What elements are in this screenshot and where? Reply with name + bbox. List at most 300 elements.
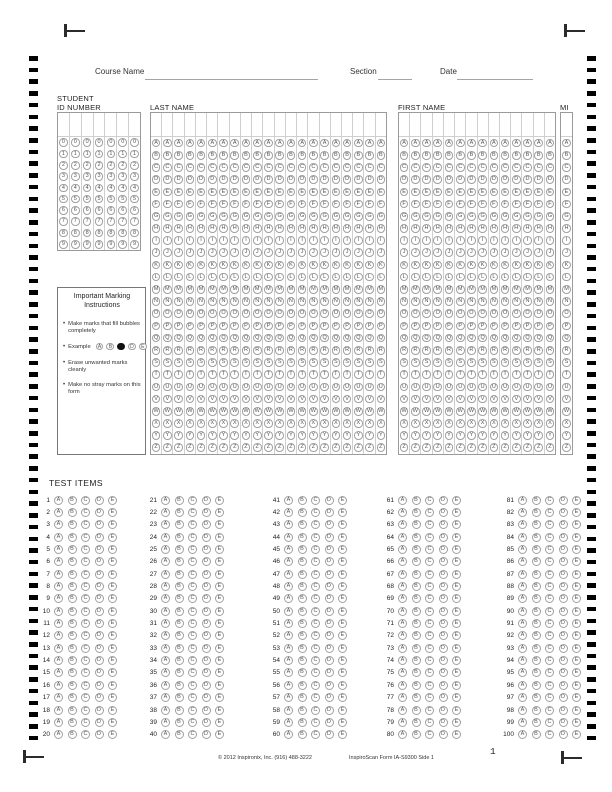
- bubble-q7-E[interactable]: E: [108, 570, 117, 579]
- last-name-bubble-col6-E[interactable]: E: [208, 188, 217, 197]
- last-name-bubble-col10-Z[interactable]: Z: [253, 443, 262, 452]
- last-name-bubble-col11-Z[interactable]: Z: [264, 443, 273, 452]
- last-name-bubble-col17-H[interactable]: H: [332, 224, 341, 233]
- bubble-q46-A[interactable]: A: [284, 557, 293, 566]
- last-name-bubble-col20-H[interactable]: H: [365, 224, 374, 233]
- student-id-bubble-col1-5[interactable]: 5: [59, 195, 68, 204]
- last-name-bubble-col14-T[interactable]: T: [298, 370, 307, 379]
- last-name-bubble-col1-R[interactable]: R: [152, 346, 161, 355]
- bubble-q4-B[interactable]: B: [68, 533, 77, 542]
- first-name-bubble-col12-I[interactable]: I: [523, 236, 532, 245]
- bubble-q31-B[interactable]: B: [175, 619, 184, 628]
- bubble-q83-B[interactable]: B: [532, 520, 541, 529]
- first-name-bubble-col1-Y[interactable]: Y: [400, 431, 409, 440]
- first-name-bubble-col2-V[interactable]: V: [411, 395, 420, 404]
- last-name-bubble-col3-T[interactable]: T: [174, 370, 183, 379]
- last-name-bubble-col12-I[interactable]: I: [275, 236, 284, 245]
- bubble-q14-B[interactable]: B: [68, 656, 77, 665]
- first-name-bubble-col6-D[interactable]: D: [456, 175, 465, 184]
- first-name-bubble-col4-D[interactable]: D: [433, 175, 442, 184]
- last-name-bubble-col19-I[interactable]: I: [354, 236, 363, 245]
- last-name-bubble-col5-K[interactable]: K: [197, 261, 206, 270]
- first-name-bubble-col10-D[interactable]: D: [501, 175, 510, 184]
- last-name-bubble-col7-K[interactable]: K: [219, 261, 228, 270]
- bubble-q98-A[interactable]: A: [518, 706, 527, 715]
- bubble-q7-D[interactable]: D: [95, 570, 104, 579]
- first-name-bubble-col13-D[interactable]: D: [534, 175, 543, 184]
- last-name-bubble-col1-B[interactable]: B: [152, 151, 161, 160]
- bubble-q62-E[interactable]: E: [452, 508, 461, 517]
- bubble-q48-D[interactable]: D: [325, 582, 334, 591]
- last-name-bubble-col4-D[interactable]: D: [186, 175, 195, 184]
- bubble-q54-C[interactable]: C: [311, 656, 320, 665]
- bubble-q80-E[interactable]: E: [452, 730, 461, 739]
- bubble-q24-C[interactable]: C: [188, 533, 197, 542]
- first-name-bubble-col14-B[interactable]: B: [546, 151, 555, 160]
- last-name-bubble-col17-J[interactable]: J: [332, 248, 341, 257]
- last-name-bubble-col14-S[interactable]: S: [298, 358, 307, 367]
- last-name-bubble-col12-D[interactable]: D: [275, 175, 284, 184]
- bubble-q44-E[interactable]: E: [338, 533, 347, 542]
- bubble-q84-D[interactable]: D: [559, 533, 568, 542]
- last-name-bubble-col12-Z[interactable]: Z: [275, 443, 284, 452]
- last-name-bubble-col11-N[interactable]: N: [264, 297, 273, 306]
- first-name-bubble-col8-C[interactable]: C: [478, 163, 487, 172]
- first-name-bubble-col13-H[interactable]: H: [534, 224, 543, 233]
- last-name-bubble-col18-C[interactable]: C: [343, 163, 352, 172]
- last-name-bubble-col7-T[interactable]: T: [219, 370, 228, 379]
- last-name-bubble-col11-S[interactable]: S: [264, 358, 273, 367]
- last-name-bubble-col2-U[interactable]: U: [163, 383, 172, 392]
- last-name-bubble-col14-H[interactable]: H: [298, 224, 307, 233]
- last-name-bubble-col8-Z[interactable]: Z: [230, 443, 239, 452]
- first-name-bubble-col3-A[interactable]: A: [422, 139, 431, 148]
- first-name-bubble-col3-D[interactable]: D: [422, 175, 431, 184]
- first-name-bubble-col9-G[interactable]: G: [490, 212, 499, 221]
- bubble-q7-A[interactable]: A: [54, 570, 63, 579]
- last-name-bubble-col12-T[interactable]: T: [275, 370, 284, 379]
- last-name-bubble-col16-U[interactable]: U: [320, 383, 329, 392]
- bubble-q56-A[interactable]: A: [284, 681, 293, 690]
- first-name-bubble-col7-M[interactable]: M: [469, 286, 474, 293]
- first-name-bubble-col12-N[interactable]: N: [523, 297, 532, 306]
- bubble-q85-E[interactable]: E: [572, 545, 581, 554]
- last-name-bubble-col18-Y[interactable]: Y: [343, 431, 352, 440]
- last-name-bubble-col5-O[interactable]: O: [197, 309, 206, 318]
- first-name-bubble-col8-S[interactable]: S: [478, 358, 487, 367]
- last-name-bubble-col18-A[interactable]: A: [343, 139, 352, 148]
- bubble-q64-B[interactable]: B: [412, 533, 421, 542]
- last-name-bubble-col21-C[interactable]: C: [377, 163, 386, 172]
- last-name-bubble-col10-A[interactable]: A: [253, 139, 262, 148]
- last-name-bubble-col10-Y[interactable]: Y: [253, 431, 262, 440]
- last-name-bubble-col7-I[interactable]: I: [219, 236, 228, 245]
- bubble-q63-B[interactable]: B: [412, 520, 421, 529]
- bubble-q17-C[interactable]: C: [81, 693, 90, 702]
- last-name-bubble-col18-P[interactable]: P: [343, 322, 352, 331]
- first-name-bubble-col8-D[interactable]: D: [478, 175, 487, 184]
- last-name-bubble-col6-C[interactable]: C: [208, 163, 217, 172]
- last-name-bubble-col6-R[interactable]: R: [208, 346, 217, 355]
- last-name-bubble-col12-O[interactable]: O: [275, 309, 284, 318]
- last-name-bubble-col15-C[interactable]: C: [309, 163, 318, 172]
- bubble-q72-C[interactable]: C: [425, 631, 434, 640]
- first-name-bubble-col3-G[interactable]: G: [422, 212, 431, 221]
- bubble-q58-B[interactable]: B: [298, 706, 307, 715]
- last-name-bubble-col21-I[interactable]: I: [377, 236, 386, 245]
- last-name-bubble-col15-P[interactable]: P: [309, 322, 318, 331]
- bubble-q71-A[interactable]: A: [398, 619, 407, 628]
- bubble-q77-E[interactable]: E: [452, 693, 461, 702]
- first-name-bubble-col9-I[interactable]: I: [490, 236, 499, 245]
- last-name-bubble-col5-B[interactable]: B: [197, 151, 206, 160]
- first-name-bubble-col11-M[interactable]: M: [514, 286, 519, 293]
- bubble-q70-B[interactable]: B: [412, 607, 421, 616]
- last-name-bubble-col11-P[interactable]: P: [264, 322, 273, 331]
- last-name-bubble-col2-T[interactable]: T: [163, 370, 172, 379]
- first-name-bubble-col11-F[interactable]: F: [512, 200, 521, 209]
- last-name-bubble-col6-F[interactable]: F: [208, 200, 217, 209]
- student-id-writein-cell-6[interactable]: [117, 113, 129, 136]
- bubble-q81-C[interactable]: C: [545, 496, 554, 505]
- last-name-bubble-col5-T[interactable]: T: [197, 370, 206, 379]
- bubble-q92-D[interactable]: D: [559, 631, 568, 640]
- bubble-q96-A[interactable]: A: [518, 681, 527, 690]
- last-name-bubble-col15-X[interactable]: X: [309, 419, 318, 428]
- bubble-q17-E[interactable]: E: [108, 693, 117, 702]
- last-name-bubble-col21-D[interactable]: D: [377, 175, 386, 184]
- first-name-bubble-col5-J[interactable]: J: [445, 248, 454, 257]
- bubble-q29-B[interactable]: B: [175, 594, 184, 603]
- last-name-bubble-col9-G[interactable]: G: [242, 212, 251, 221]
- first-name-bubble-col14-M[interactable]: M: [547, 286, 553, 293]
- first-name-bubble-col8-W[interactable]: W: [480, 407, 486, 414]
- last-name-bubble-col5-Z[interactable]: Z: [197, 443, 206, 452]
- first-name-bubble-col2-H[interactable]: H: [411, 224, 420, 233]
- last-name-bubble-col2-N[interactable]: N: [163, 297, 172, 306]
- last-name-bubble-col16-W[interactable]: W: [322, 407, 328, 414]
- bubble-q61-A[interactable]: A: [398, 496, 407, 505]
- last-name-bubble-col16-T[interactable]: T: [320, 370, 329, 379]
- last-name-bubble-col17-Z[interactable]: Z: [332, 443, 341, 452]
- bubble-q5-C[interactable]: C: [81, 545, 90, 554]
- bubble-q25-A[interactable]: A: [161, 545, 170, 554]
- last-name-bubble-col21-N[interactable]: N: [377, 297, 386, 306]
- first-name-bubble-col6-X[interactable]: X: [456, 419, 465, 428]
- last-name-bubble-col3-C[interactable]: C: [174, 163, 183, 172]
- bubble-q11-E[interactable]: E: [108, 619, 117, 628]
- first-name-bubble-col8-N[interactable]: N: [478, 297, 487, 306]
- bubble-q11-A[interactable]: A: [54, 619, 63, 628]
- bubble-q13-C[interactable]: C: [81, 644, 90, 653]
- last-name-bubble-col5-H[interactable]: H: [197, 224, 206, 233]
- last-name-bubble-col1-K[interactable]: K: [152, 261, 161, 270]
- bubble-q97-B[interactable]: B: [532, 693, 541, 702]
- last-name-bubble-col17-V[interactable]: V: [332, 395, 341, 404]
- bubble-q10-B[interactable]: B: [68, 607, 77, 616]
- last-name-bubble-col6-K[interactable]: K: [208, 261, 217, 270]
- last-name-bubble-col13-U[interactable]: U: [287, 383, 296, 392]
- last-name-bubble-col1-G[interactable]: G: [152, 212, 161, 221]
- last-name-bubble-col19-U[interactable]: U: [354, 383, 363, 392]
- student-id-writein-cell-2[interactable]: [70, 113, 82, 136]
- last-name-writein-cell-7[interactable]: [218, 113, 229, 136]
- last-name-bubble-col7-B[interactable]: B: [219, 151, 228, 160]
- first-name-bubble-col1-V[interactable]: V: [400, 395, 409, 404]
- first-name-bubble-col8-E[interactable]: E: [478, 188, 487, 197]
- last-name-bubble-col20-D[interactable]: D: [365, 175, 374, 184]
- first-name-bubble-col2-Z[interactable]: Z: [411, 443, 420, 452]
- bubble-q2-E[interactable]: E: [108, 508, 117, 517]
- bubble-q3-D[interactable]: D: [95, 520, 104, 529]
- bubble-q19-A[interactable]: A: [54, 718, 63, 727]
- bubble-q19-B[interactable]: B: [68, 718, 77, 727]
- last-name-bubble-col4-X[interactable]: X: [186, 419, 195, 428]
- last-name-bubble-col6-O[interactable]: O: [208, 309, 217, 318]
- bubble-q60-B[interactable]: B: [298, 730, 307, 739]
- last-name-bubble-col18-M[interactable]: M: [344, 286, 350, 293]
- bubble-q99-C[interactable]: C: [545, 718, 554, 727]
- first-name-bubble-col13-G[interactable]: G: [534, 212, 543, 221]
- first-name-bubble-col12-C[interactable]: C: [523, 163, 532, 172]
- last-name-bubble-col12-M[interactable]: M: [277, 286, 282, 293]
- first-name-writein-cell-13[interactable]: [534, 113, 545, 136]
- first-name-bubble-col2-J[interactable]: J: [411, 248, 420, 257]
- bubble-q4-A[interactable]: A: [54, 533, 63, 542]
- first-name-bubble-col12-M[interactable]: M: [525, 286, 530, 293]
- bubble-q62-C[interactable]: C: [425, 508, 434, 517]
- bubble-q66-B[interactable]: B: [412, 557, 421, 566]
- student-id-bubble-col1-6[interactable]: 6: [59, 206, 68, 215]
- first-name-bubble-col10-B[interactable]: B: [501, 151, 510, 160]
- last-name-bubble-col7-A[interactable]: A: [219, 139, 228, 148]
- first-name-bubble-col9-D[interactable]: D: [490, 175, 499, 184]
- first-name-bubble-col3-W[interactable]: W: [423, 407, 430, 414]
- last-name-bubble-col2-I[interactable]: I: [163, 236, 172, 245]
- last-name-bubble-col21-P[interactable]: P: [377, 322, 386, 331]
- first-name-bubble-col9-T[interactable]: T: [490, 370, 499, 379]
- bubble-q30-E[interactable]: E: [215, 607, 224, 616]
- bubble-q66-C[interactable]: C: [425, 557, 434, 566]
- last-name-bubble-col1-M[interactable]: M: [153, 286, 159, 293]
- bubble-q31-C[interactable]: C: [188, 619, 197, 628]
- bubble-q11-B[interactable]: B: [68, 619, 77, 628]
- last-name-bubble-col12-H[interactable]: H: [275, 224, 284, 233]
- course-name-field[interactable]: [145, 68, 318, 80]
- last-name-bubble-col8-C[interactable]: C: [230, 163, 239, 172]
- last-name-bubble-col14-U[interactable]: U: [298, 383, 307, 392]
- bubble-q40-E[interactable]: E: [215, 730, 224, 739]
- first-name-bubble-col14-A[interactable]: A: [546, 139, 555, 148]
- bubble-q16-D[interactable]: D: [95, 681, 104, 690]
- student-id-bubble-col4-0[interactable]: 0: [95, 138, 104, 147]
- first-name-bubble-col2-A[interactable]: A: [411, 139, 420, 148]
- last-name-bubble-col3-H[interactable]: H: [174, 224, 183, 233]
- last-name-bubble-col14-I[interactable]: I: [298, 236, 307, 245]
- bubble-q71-D[interactable]: D: [439, 619, 448, 628]
- bubble-q47-D[interactable]: D: [325, 570, 334, 579]
- first-name-bubble-col3-B[interactable]: B: [422, 151, 431, 160]
- student-id-bubble-col4-2[interactable]: 2: [95, 161, 104, 170]
- first-name-bubble-col1-F[interactable]: F: [400, 200, 409, 209]
- first-name-bubble-col13-C[interactable]: C: [534, 163, 543, 172]
- student-id-bubble-col6-7[interactable]: 7: [118, 217, 127, 226]
- last-name-bubble-col21-F[interactable]: F: [377, 200, 386, 209]
- first-name-bubble-col13-M[interactable]: M: [536, 286, 542, 293]
- first-name-bubble-col5-Z[interactable]: Z: [445, 443, 454, 452]
- first-name-bubble-col9-B[interactable]: B: [490, 151, 499, 160]
- last-name-bubble-col14-V[interactable]: V: [298, 395, 307, 404]
- last-name-bubble-col19-V[interactable]: V: [354, 395, 363, 404]
- last-name-bubble-col12-N[interactable]: N: [275, 297, 284, 306]
- last-name-bubble-col12-R[interactable]: R: [275, 346, 284, 355]
- last-name-bubble-col21-W[interactable]: W: [378, 407, 384, 414]
- last-name-bubble-col13-S[interactable]: S: [287, 358, 296, 367]
- last-name-bubble-col4-F[interactable]: F: [186, 200, 195, 209]
- last-name-bubble-col16-Y[interactable]: Y: [320, 431, 329, 440]
- bubble-q79-D[interactable]: D: [439, 718, 448, 727]
- last-name-bubble-col8-K[interactable]: K: [230, 261, 239, 270]
- student-id-bubble-col4-7[interactable]: 7: [95, 217, 104, 226]
- last-name-bubble-col1-W[interactable]: W: [153, 407, 159, 414]
- first-name-bubble-col12-P[interactable]: P: [523, 322, 532, 331]
- first-name-bubble-col10-T[interactable]: T: [501, 370, 510, 379]
- last-name-bubble-col21-R[interactable]: R: [377, 346, 386, 355]
- last-name-bubble-col15-M[interactable]: M: [311, 286, 316, 293]
- student-id-bubble-col5-5[interactable]: 5: [107, 195, 116, 204]
- first-name-bubble-col8-K[interactable]: K: [478, 261, 487, 270]
- last-name-bubble-col13-J[interactable]: J: [287, 248, 296, 257]
- bubble-q2-C[interactable]: C: [81, 508, 90, 517]
- first-name-bubble-col14-R[interactable]: R: [546, 346, 555, 355]
- last-name-bubble-col9-A[interactable]: A: [242, 139, 251, 148]
- last-name-bubble-col3-U[interactable]: U: [174, 383, 183, 392]
- bubble-q87-C[interactable]: C: [545, 570, 554, 579]
- last-name-bubble-col13-B[interactable]: B: [287, 151, 296, 160]
- last-name-bubble-col17-A[interactable]: A: [332, 139, 341, 148]
- last-name-bubble-col7-W[interactable]: W: [220, 407, 227, 414]
- last-name-bubble-col14-L[interactable]: L: [298, 273, 307, 282]
- mi-bubble-col1-R[interactable]: R: [562, 346, 571, 355]
- bubble-q38-B[interactable]: B: [175, 706, 184, 715]
- bubble-q13-D[interactable]: D: [95, 644, 104, 653]
- first-name-bubble-col3-J[interactable]: J: [422, 248, 431, 257]
- bubble-q32-B[interactable]: B: [175, 631, 184, 640]
- first-name-bubble-col8-V[interactable]: V: [478, 395, 487, 404]
- last-name-bubble-col1-F[interactable]: F: [152, 200, 161, 209]
- first-name-bubble-col13-F[interactable]: F: [534, 200, 543, 209]
- last-name-bubble-col6-T[interactable]: T: [208, 370, 217, 379]
- last-name-bubble-col6-P[interactable]: P: [208, 322, 217, 331]
- first-name-bubble-col6-S[interactable]: S: [456, 358, 465, 367]
- last-name-bubble-col13-H[interactable]: H: [287, 224, 296, 233]
- bubble-q94-D[interactable]: D: [559, 656, 568, 665]
- last-name-bubble-col9-H[interactable]: H: [242, 224, 251, 233]
- first-name-bubble-col8-M[interactable]: M: [480, 286, 485, 293]
- first-name-writein-cell-12[interactable]: [522, 113, 533, 136]
- bubble-q81-E[interactable]: E: [572, 496, 581, 505]
- last-name-bubble-col19-L[interactable]: L: [354, 273, 363, 282]
- first-name-bubble-col3-C[interactable]: C: [422, 163, 431, 172]
- last-name-bubble-col6-J[interactable]: J: [208, 248, 217, 257]
- last-name-bubble-col1-C[interactable]: C: [152, 163, 161, 172]
- first-name-bubble-col7-W[interactable]: W: [468, 407, 475, 414]
- last-name-bubble-col17-U[interactable]: U: [332, 383, 341, 392]
- last-name-bubble-col20-M[interactable]: M: [367, 286, 372, 293]
- bubble-q20-A[interactable]: A: [54, 730, 63, 739]
- bubble-q93-C[interactable]: C: [545, 644, 554, 653]
- first-name-bubble-col12-Y[interactable]: Y: [523, 431, 532, 440]
- first-name-bubble-col7-X[interactable]: X: [467, 419, 476, 428]
- first-name-bubble-col12-H[interactable]: H: [523, 224, 532, 233]
- bubble-q48-B[interactable]: B: [298, 582, 307, 591]
- last-name-bubble-col12-L[interactable]: L: [275, 273, 284, 282]
- last-name-bubble-col10-O[interactable]: O: [253, 309, 262, 318]
- last-name-writein-cell-10[interactable]: [252, 113, 263, 136]
- first-name-bubble-col5-E[interactable]: E: [445, 188, 454, 197]
- bubble-q91-A[interactable]: A: [518, 619, 527, 628]
- bubble-q88-C[interactable]: C: [545, 582, 554, 591]
- last-name-bubble-col14-Z[interactable]: Z: [298, 443, 307, 452]
- bubble-q25-E[interactable]: E: [215, 545, 224, 554]
- bubble-q99-A[interactable]: A: [518, 718, 527, 727]
- last-name-bubble-col14-J[interactable]: J: [298, 248, 307, 257]
- first-name-bubble-col2-Y[interactable]: Y: [411, 431, 420, 440]
- bubble-q59-B[interactable]: B: [298, 718, 307, 727]
- first-name-bubble-col13-W[interactable]: W: [536, 407, 542, 414]
- last-name-bubble-col13-F[interactable]: F: [287, 200, 296, 209]
- bubble-q32-C[interactable]: C: [188, 631, 197, 640]
- first-name-writein-cell-4[interactable]: [433, 113, 444, 136]
- last-name-bubble-col21-U[interactable]: U: [377, 383, 386, 392]
- last-name-bubble-col16-C[interactable]: C: [320, 163, 329, 172]
- bubble-q90-E[interactable]: E: [572, 607, 581, 616]
- last-name-bubble-col12-X[interactable]: X: [275, 419, 284, 428]
- bubble-q8-E[interactable]: E: [108, 582, 117, 591]
- bubble-q49-E[interactable]: E: [338, 594, 347, 603]
- first-name-bubble-col5-W[interactable]: W: [446, 407, 452, 414]
- last-name-bubble-col13-A[interactable]: A: [287, 139, 296, 148]
- student-id-bubble-col2-7[interactable]: 7: [71, 217, 80, 226]
- last-name-bubble-col11-W[interactable]: W: [265, 407, 272, 414]
- last-name-bubble-col2-R[interactable]: R: [163, 346, 172, 355]
- last-name-bubble-col1-E[interactable]: E: [152, 188, 161, 197]
- first-name-bubble-col1-S[interactable]: S: [400, 358, 409, 367]
- first-name-bubble-col3-Z[interactable]: Z: [422, 443, 431, 452]
- student-id-bubble-col4-8[interactable]: 8: [95, 229, 104, 238]
- bubble-q84-A[interactable]: A: [518, 533, 527, 542]
- first-name-bubble-col14-U[interactable]: U: [546, 383, 555, 392]
- first-name-bubble-col1-G[interactable]: G: [400, 212, 409, 221]
- last-name-bubble-col17-X[interactable]: X: [332, 419, 341, 428]
- first-name-bubble-col8-F[interactable]: F: [478, 200, 487, 209]
- bubble-q73-E[interactable]: E: [452, 644, 461, 653]
- last-name-bubble-col4-N[interactable]: N: [186, 297, 195, 306]
- first-name-bubble-col1-O[interactable]: O: [400, 309, 409, 318]
- last-name-bubble-col14-G[interactable]: G: [298, 212, 307, 221]
- first-name-bubble-col10-C[interactable]: C: [501, 163, 510, 172]
- bubble-q65-A[interactable]: A: [398, 545, 407, 554]
- first-name-bubble-col3-K[interactable]: K: [422, 261, 431, 270]
- bubble-q41-C[interactable]: C: [311, 496, 320, 505]
- last-name-bubble-col13-D[interactable]: D: [287, 175, 296, 184]
- bubble-q44-B[interactable]: B: [298, 533, 307, 542]
- first-name-bubble-col1-L[interactable]: L: [400, 273, 409, 282]
- last-name-bubble-col16-S[interactable]: S: [320, 358, 329, 367]
- bubble-q97-A[interactable]: A: [518, 693, 527, 702]
- last-name-bubble-col16-G[interactable]: G: [320, 212, 329, 221]
- bubble-q6-B[interactable]: B: [68, 557, 77, 566]
